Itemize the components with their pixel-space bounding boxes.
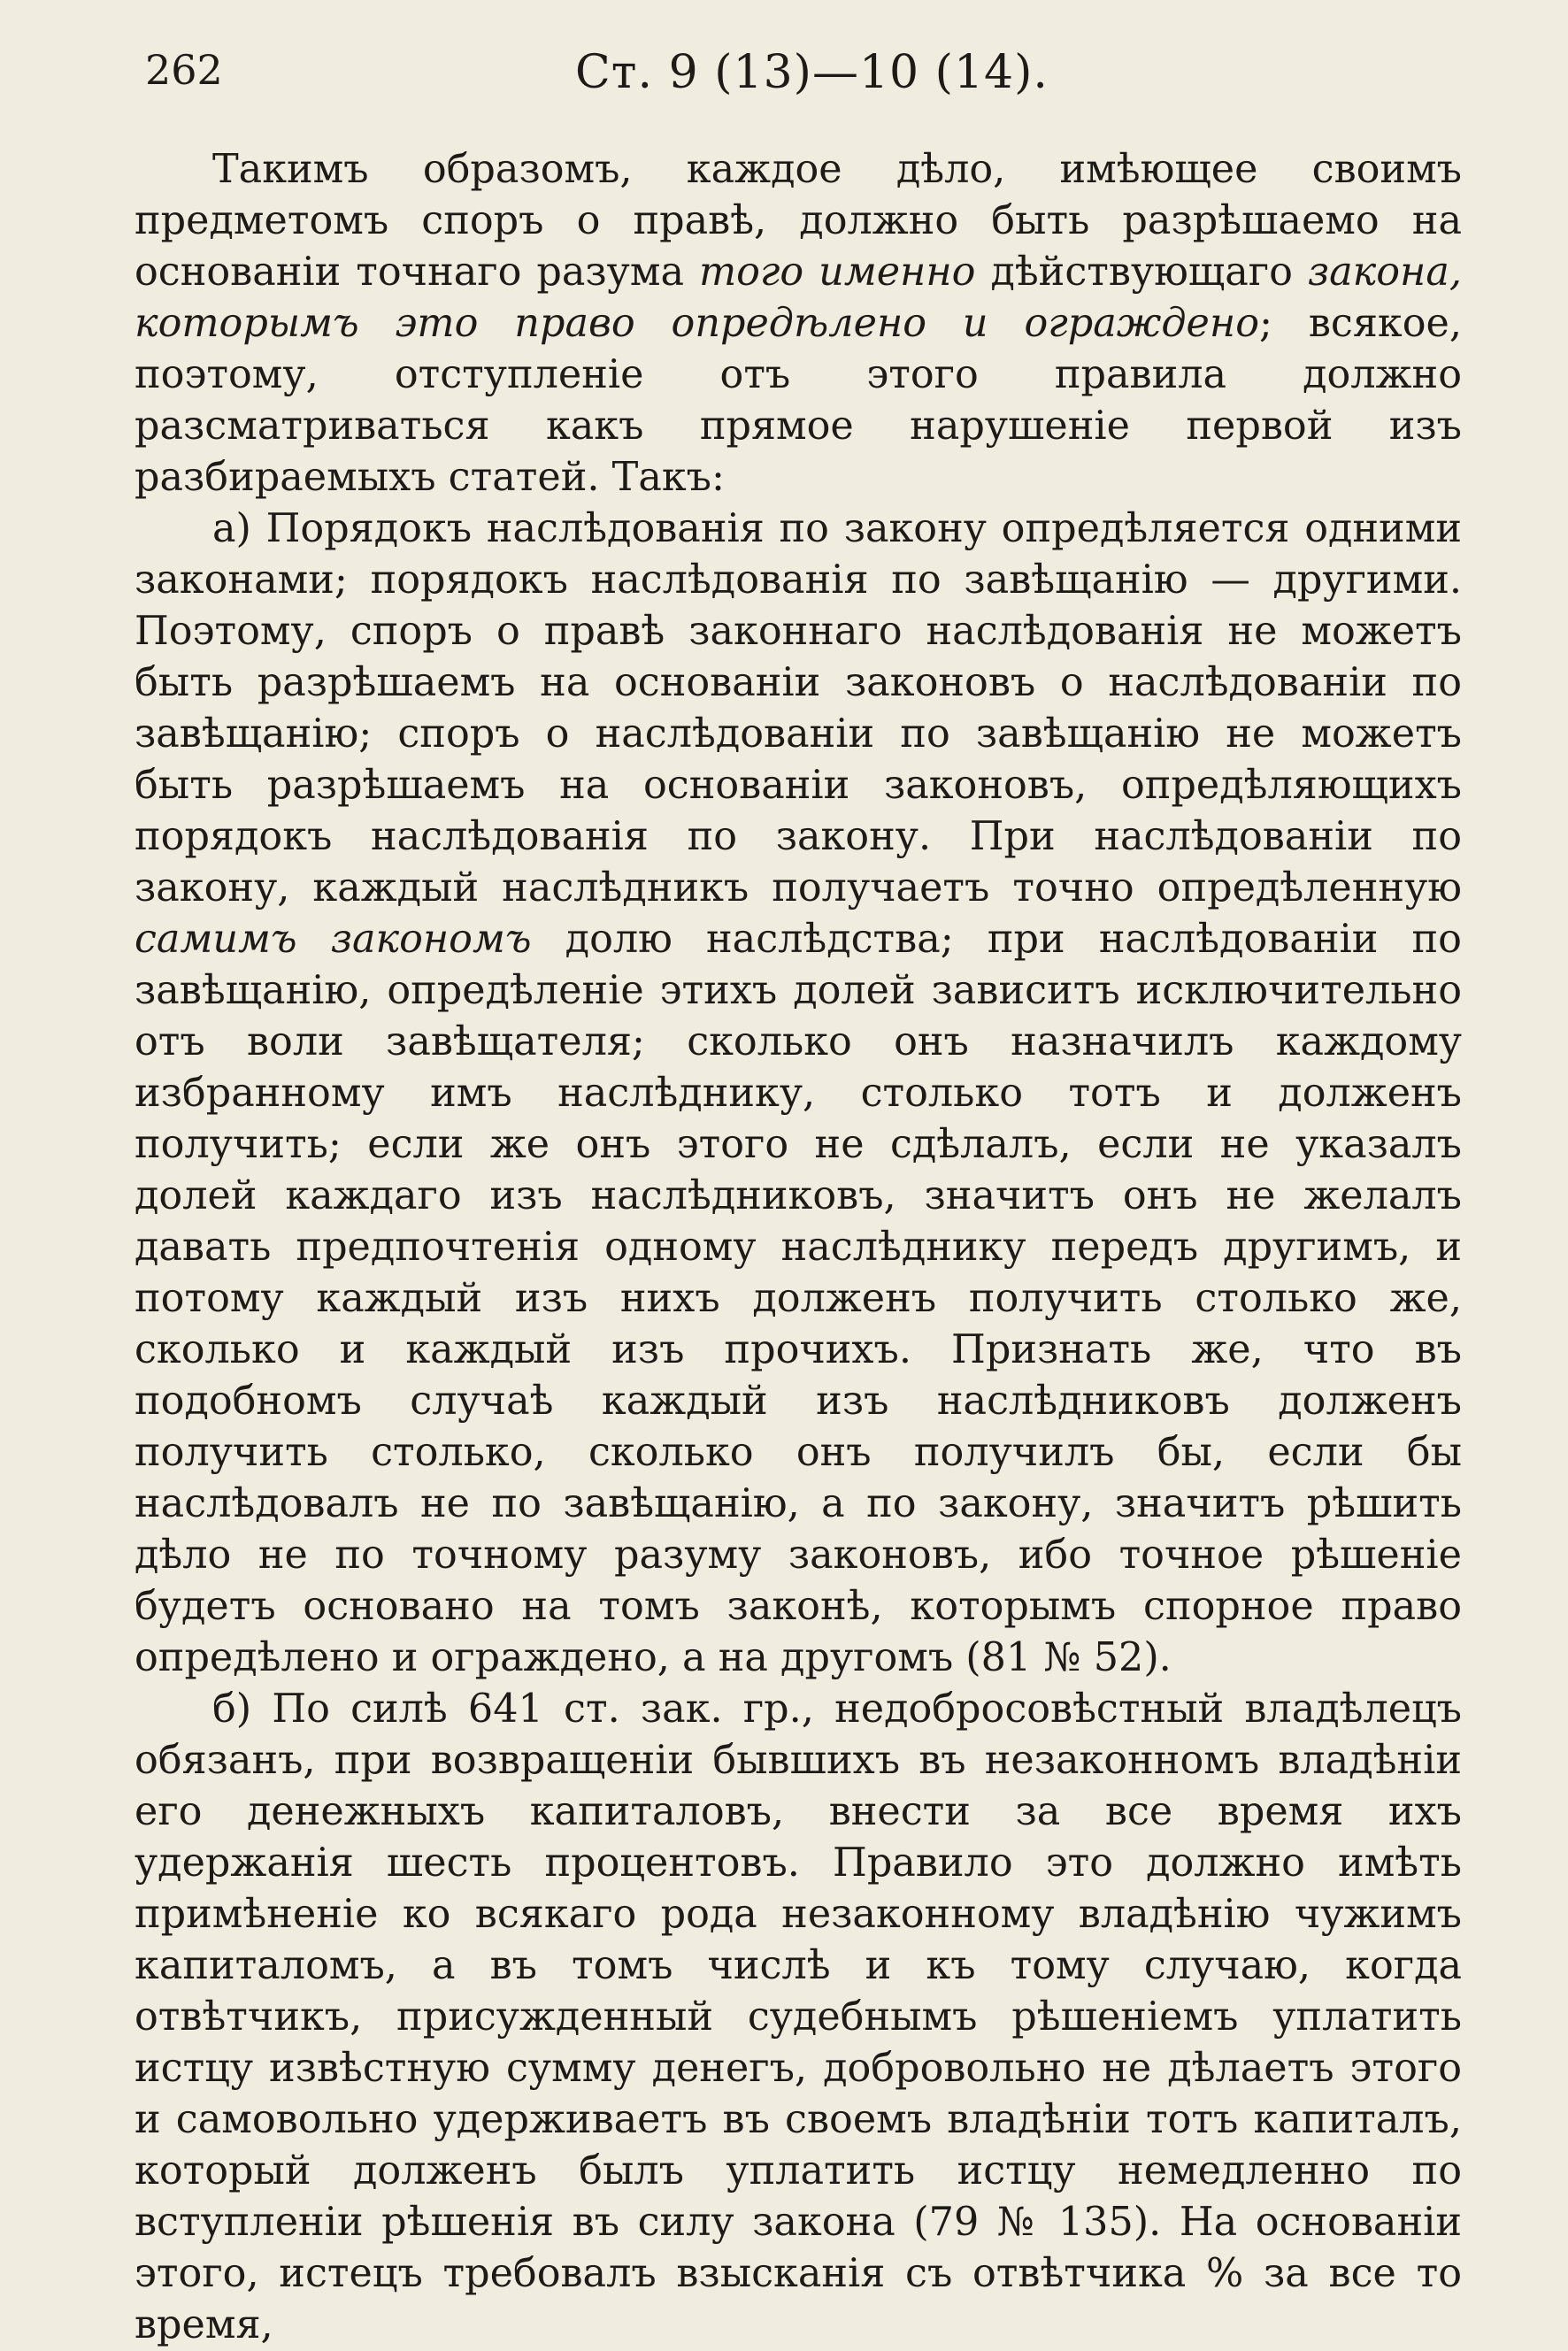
paragraph-intro xyxy=(135,144,1462,503)
text-segment: долю наслѣдства; при наслѣдованіи по завѣщанію, опредѣленіе этихъ долей зависитъ исключительно отъ воли завѣщателя; сколько онъ назначилъ каждому избранному имъ наслѣднику, столько тотъ и долженъ получить; если же онъ этого не сдѣлалъ, если не указалъ долей каждаго изъ наслѣдниковъ, значитъ онъ не желалъ давать предпочтенія одному наслѣднику передъ другимъ, и потому каждый изъ нихъ долженъ получить столько же, сколько и каждый изъ прочихъ. Признать же, что въ подобномъ случаѣ каждый изъ наслѣдниковъ долженъ получить столько, сколько онъ получилъ бы, если бы наслѣдовалъ не по завѣщанію, а по закону, значитъ рѣшить дѣло не по точному разуму законовъ, ибо точное рѣшеніе будетъ основано на томъ законѣ, которымъ спорное право опредѣлено и ограждено, а на другомъ (81 № 52). xyxy=(135,917,1462,1680)
body-text xyxy=(135,144,1462,2351)
running-title: Ст. 9 (13)—10 (14). xyxy=(575,46,1049,99)
text-segment: б) По силѣ 641 ст. зак. гр., недобросовѣстный владѣлецъ обязанъ, при возвращеніи бывшихъ въ незаконномъ владѣніи его денежныхъ капиталовъ, внести за все время ихъ удержанія шесть процентовъ. Правило это должно имѣть примѣненіе ко всякаго рода незаконному владѣнію чужимъ капиталомъ, а въ томъ числѣ и къ тому случаю, когда отвѣтчикъ, присужденный судебнымъ рѣшеніемъ уплатить истцу извѣстную сумму денегъ, добровольно не дѣлаетъ этого и самовольно удерживаетъ въ своемъ владѣніи тотъ капиталъ, который долженъ былъ уплатить истцу немедленно по вступленіи рѣшенія въ силу закона (79 № 135). На основаніи этого, истецъ требовалъ взысканія съ отвѣтчика % за все то время, xyxy=(135,1686,1462,2347)
text-segment: Такимъ образомъ, каждое дѣло, имѣющее своимъ предметомъ споръ о правѣ, должно быть разрѣшаемо на основаніи точнаго разума xyxy=(135,147,1462,295)
page-header xyxy=(142,46,1460,108)
italic-segment: закона, которымъ это право опредѣлено и ограждено xyxy=(135,250,1462,346)
paragraph-a xyxy=(135,503,1462,1684)
italic-segment: того именно xyxy=(698,250,976,295)
page-number: 262 xyxy=(145,46,223,94)
text-segment: дѣйствующаго xyxy=(975,250,1308,295)
text-segment: а) Порядокъ наслѣдованія по закону опредѣляется одними законами; порядокъ наслѣдованія по завѣщанію — другими. Поэтому, споръ о правѣ законнаго наслѣдованія не можетъ быть разрѣшаемъ на основаніи законовъ о наслѣдованіи по завѣщанію; споръ о наслѣдованіи по завѣщанію не можетъ быть разрѣшаемъ на основаніи законовъ, опредѣляющихъ порядокъ наслѣдованія по закону. При наслѣдованіи по закону, каждый наслѣдникъ получаетъ точно опредѣленную xyxy=(135,506,1462,910)
text-segment: ; всякое, поэтому, отступленіе отъ этого правила должно разсматриваться какъ прямое нарушеніе первой изъ разбираемыхъ статей. Такъ: xyxy=(135,301,1462,500)
paragraph-b xyxy=(135,1684,1462,2351)
italic-segment: самимъ закономъ xyxy=(135,917,532,962)
